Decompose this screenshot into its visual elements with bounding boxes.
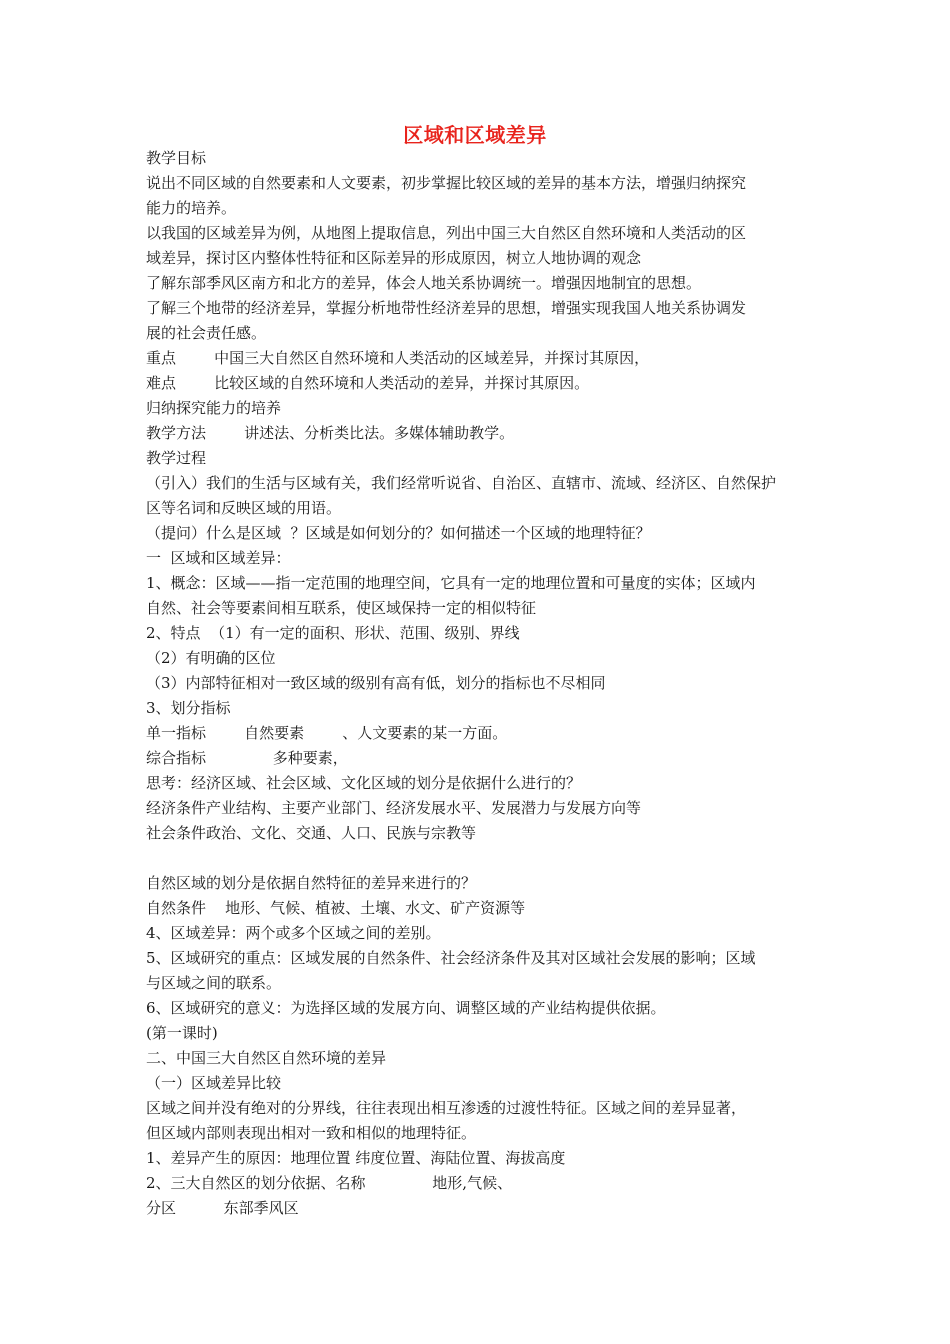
text-line: 说出不同区域的自然要素和人文要素，初步掌握比较区域的差异的基本方法，增强归纳探究 <box>146 174 747 192</box>
text-line: 难点 比较区域的自然环境和人类活动的差异，并探讨其原因。 <box>146 374 590 392</box>
text-line: 4、区域差异：两个或多个区域之间的差别。 <box>146 924 441 942</box>
text-line: 能力的培养。 <box>146 199 237 217</box>
text-line: （一）区域差异比较 <box>146 1074 282 1092</box>
text-line: 自然条件 地形、气候、植被、土壤、水文、矿产资源等 <box>146 899 526 917</box>
text-line: 与区域之间的联系。 <box>146 974 282 992</box>
text-line: 教学目标 <box>146 149 207 167</box>
text-line: 区域之间并没有绝对的分界线，往往表现出相互渗透的过渡性特征。区域之间的差异显著， <box>146 1099 747 1117</box>
text-line: 但区域内部则表现出相对一致和相似的地理特征。 <box>146 1124 477 1142</box>
text-line: 思考：经济区域、社会区域、文化区域的划分是依据什么进行的？ <box>146 774 582 792</box>
text-line: 2、特点 （1）有一定的面积、形状、范围、级别、界线 <box>146 624 520 642</box>
text-line: 社会条件政治、文化、交通、人口、民族与宗教等 <box>146 824 477 842</box>
text-line: 1、概念：区域——指一定范围的地理空间，它具有一定的地理位置和可量度的实体；区域内 <box>146 574 756 592</box>
text-line: 归纳探究能力的培养 <box>146 399 282 417</box>
text-line: 自然区域的划分是依据自然特征的差异来进行的？ <box>146 874 477 892</box>
document-title: 区域和区域差异 <box>403 123 547 147</box>
document-body <box>146 146 810 1221</box>
text-line: 5、区域研究的重点：区域发展的自然条件、社会经济条件及其对区域社会发展的影响；区域 <box>146 949 756 967</box>
text-line: （2）有明确的区位 <box>146 649 276 667</box>
text-line: 自然、社会等要素间相互联系，使区域保持一定的相似特征 <box>146 599 537 617</box>
text-line: 了解东部季风区南方和北方的差异，体会人地关系协调统一。增强因地制宜的思想。 <box>146 274 702 292</box>
text-line: 一 区域和区域差异： <box>146 549 291 567</box>
text-line: 区等名词和反映区域的用语。 <box>146 499 342 517</box>
text-line: 综合指标 多种要素， <box>146 749 348 767</box>
text-line: (第一课时) <box>146 1024 218 1042</box>
text-line: 经济条件产业结构、主要产业部门、经济发展水平、发展潜力与发展方向等 <box>146 799 642 817</box>
blank-line <box>146 846 810 871</box>
text-line: 6、区域研究的意义：为选择区域的发展方向、调整区域的产业结构提供依据。 <box>146 999 666 1017</box>
text-line: 了解三个地带的经济差异，掌握分析地带性经济差异的思想，增强实现我国人地关系协调发 <box>146 299 747 317</box>
text-line: （3）内部特征相对一致区域的级别有高有低，划分的指标也不尽相同 <box>146 674 606 692</box>
text-line: 单一指标 自然要素 、人文要素的某一方面。 <box>146 724 508 742</box>
text-line: 二、中国三大自然区自然环境的差异 <box>146 1049 387 1067</box>
text-line: 重点 中国三大自然区自然环境和人类活动的区域差异，并探讨其原因， <box>146 349 650 367</box>
text-line: 分区 东部季风区 <box>146 1199 299 1217</box>
text-line: （提问）什么是区域 ？区域是如何划分的？如何描述一个区域的地理特征？ <box>146 524 651 542</box>
text-line: 以我国的区域差异为例，从地图上提取信息，列出中国三大自然区自然环境和人类活动的区 <box>146 224 747 242</box>
text-line: 教学过程 <box>146 449 207 467</box>
text-line: 教学方法 讲述法、分析类比法。多媒体辅助教学。 <box>146 424 515 442</box>
text-line: 展的社会责任感。 <box>146 324 267 342</box>
text-line: 1、差异产生的原因：地理位置 纬度位置、海陆位置、海拔高度 <box>146 1149 566 1167</box>
text-line: 2、三大自然区的划分依据、名称 地形,气候、 <box>146 1174 513 1192</box>
text-line: （引入）我们的生活与区域有关，我们经常听说省、自治区、直辖市、流域、经济区、自然保护 <box>146 474 777 492</box>
text-line: 域差异，探讨区内整体性特征和区际差异的形成原因，树立人地协调的观念 <box>146 249 642 267</box>
text-line: 3、划分指标 <box>146 699 231 717</box>
